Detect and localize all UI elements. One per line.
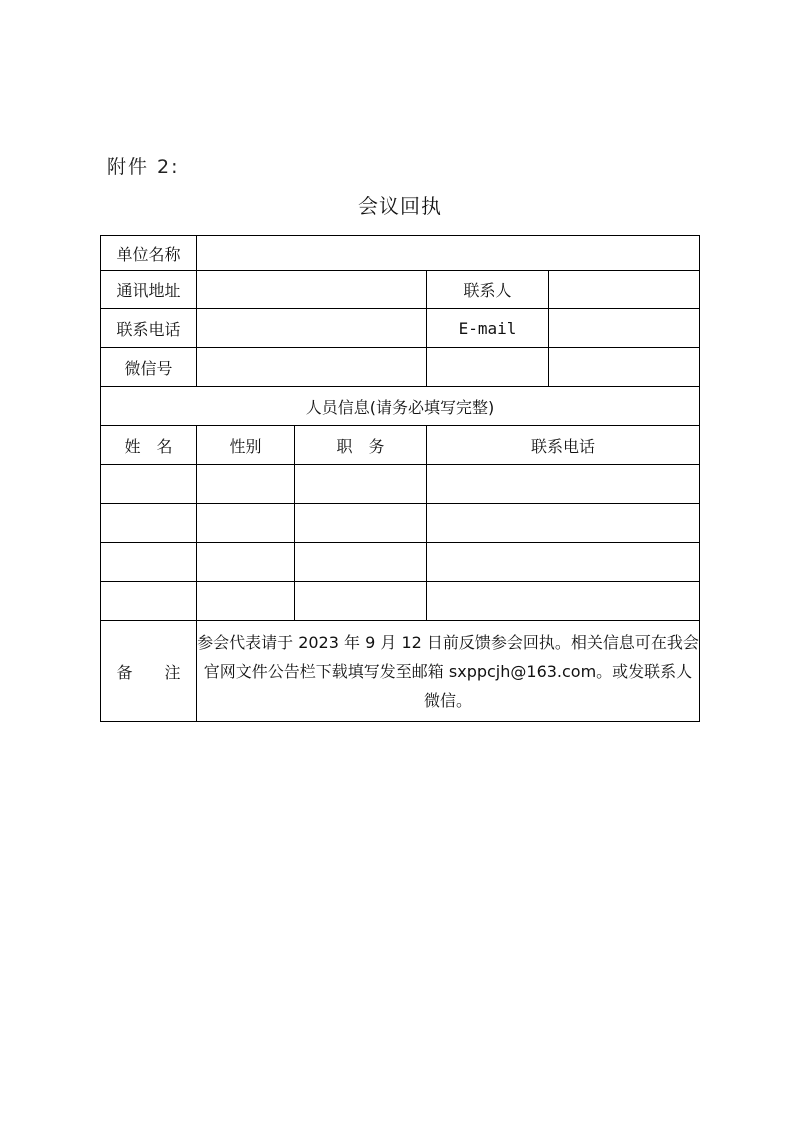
personnel-section-title: 人员信息(请务必填写完整): [101, 387, 700, 426]
personnel-name-cell[interactable]: [101, 465, 197, 504]
phone-field[interactable]: [197, 309, 427, 348]
address-label: 通讯地址: [101, 271, 197, 309]
unit-name-field[interactable]: [197, 236, 700, 271]
personnel-position-cell[interactable]: [295, 465, 427, 504]
wechat-extra-field-1[interactable]: [427, 348, 549, 387]
personnel-row: [101, 582, 700, 621]
personnel-gender-cell[interactable]: [197, 465, 295, 504]
remarks-text: 参会代表请于 2023 年 9 月 12 日前反馈参会回执。相关信息可在我会官网文件公告栏下载填写发至邮箱 sxppcjh@163.com。或发联系人微信。: [197, 621, 700, 722]
remarks-label: 备 注: [101, 621, 197, 722]
phone-row: [101, 309, 700, 348]
contact-person-field[interactable]: [549, 271, 700, 309]
personnel-phone-cell[interactable]: [427, 543, 700, 582]
email-label: E-mail: [427, 309, 549, 348]
header-phone: 联系电话: [427, 426, 700, 465]
personnel-gender-cell[interactable]: [197, 582, 295, 621]
personnel-gender-cell[interactable]: [197, 504, 295, 543]
contact-person-label: 联系人: [427, 271, 549, 309]
form-title: 会议回执: [358, 194, 442, 218]
wechat-extra-field-2[interactable]: [549, 348, 700, 387]
receipt-form-table: [100, 235, 700, 722]
personnel-section-row: [101, 387, 700, 426]
wechat-label: 微信号: [101, 348, 197, 387]
personnel-phone-cell[interactable]: [427, 582, 700, 621]
personnel-name-cell[interactable]: [101, 504, 197, 543]
unit-name-label: 单位名称: [101, 236, 197, 271]
address-field[interactable]: [197, 271, 427, 309]
personnel-position-cell[interactable]: [295, 504, 427, 543]
wechat-row: [101, 348, 700, 387]
personnel-row: [101, 543, 700, 582]
personnel-phone-cell[interactable]: [427, 465, 700, 504]
phone-label: 联系电话: [101, 309, 197, 348]
header-position: 职 务: [295, 426, 427, 465]
unit-name-row: [101, 236, 700, 271]
personnel-row: [101, 504, 700, 543]
header-name: 姓 名: [101, 426, 197, 465]
personnel-header-row: [101, 426, 700, 465]
personnel-position-cell[interactable]: [295, 582, 427, 621]
wechat-field[interactable]: [197, 348, 427, 387]
personnel-gender-cell[interactable]: [197, 543, 295, 582]
remarks-row: [101, 621, 700, 722]
address-row: [101, 271, 700, 309]
personnel-name-cell[interactable]: [101, 582, 197, 621]
personnel-phone-cell[interactable]: [427, 504, 700, 543]
attachment-label: 附件 2:: [107, 156, 180, 178]
personnel-name-cell[interactable]: [101, 543, 197, 582]
header-gender: 性别: [197, 426, 295, 465]
email-field[interactable]: [549, 309, 700, 348]
personnel-position-cell[interactable]: [295, 543, 427, 582]
personnel-row: [101, 465, 700, 504]
